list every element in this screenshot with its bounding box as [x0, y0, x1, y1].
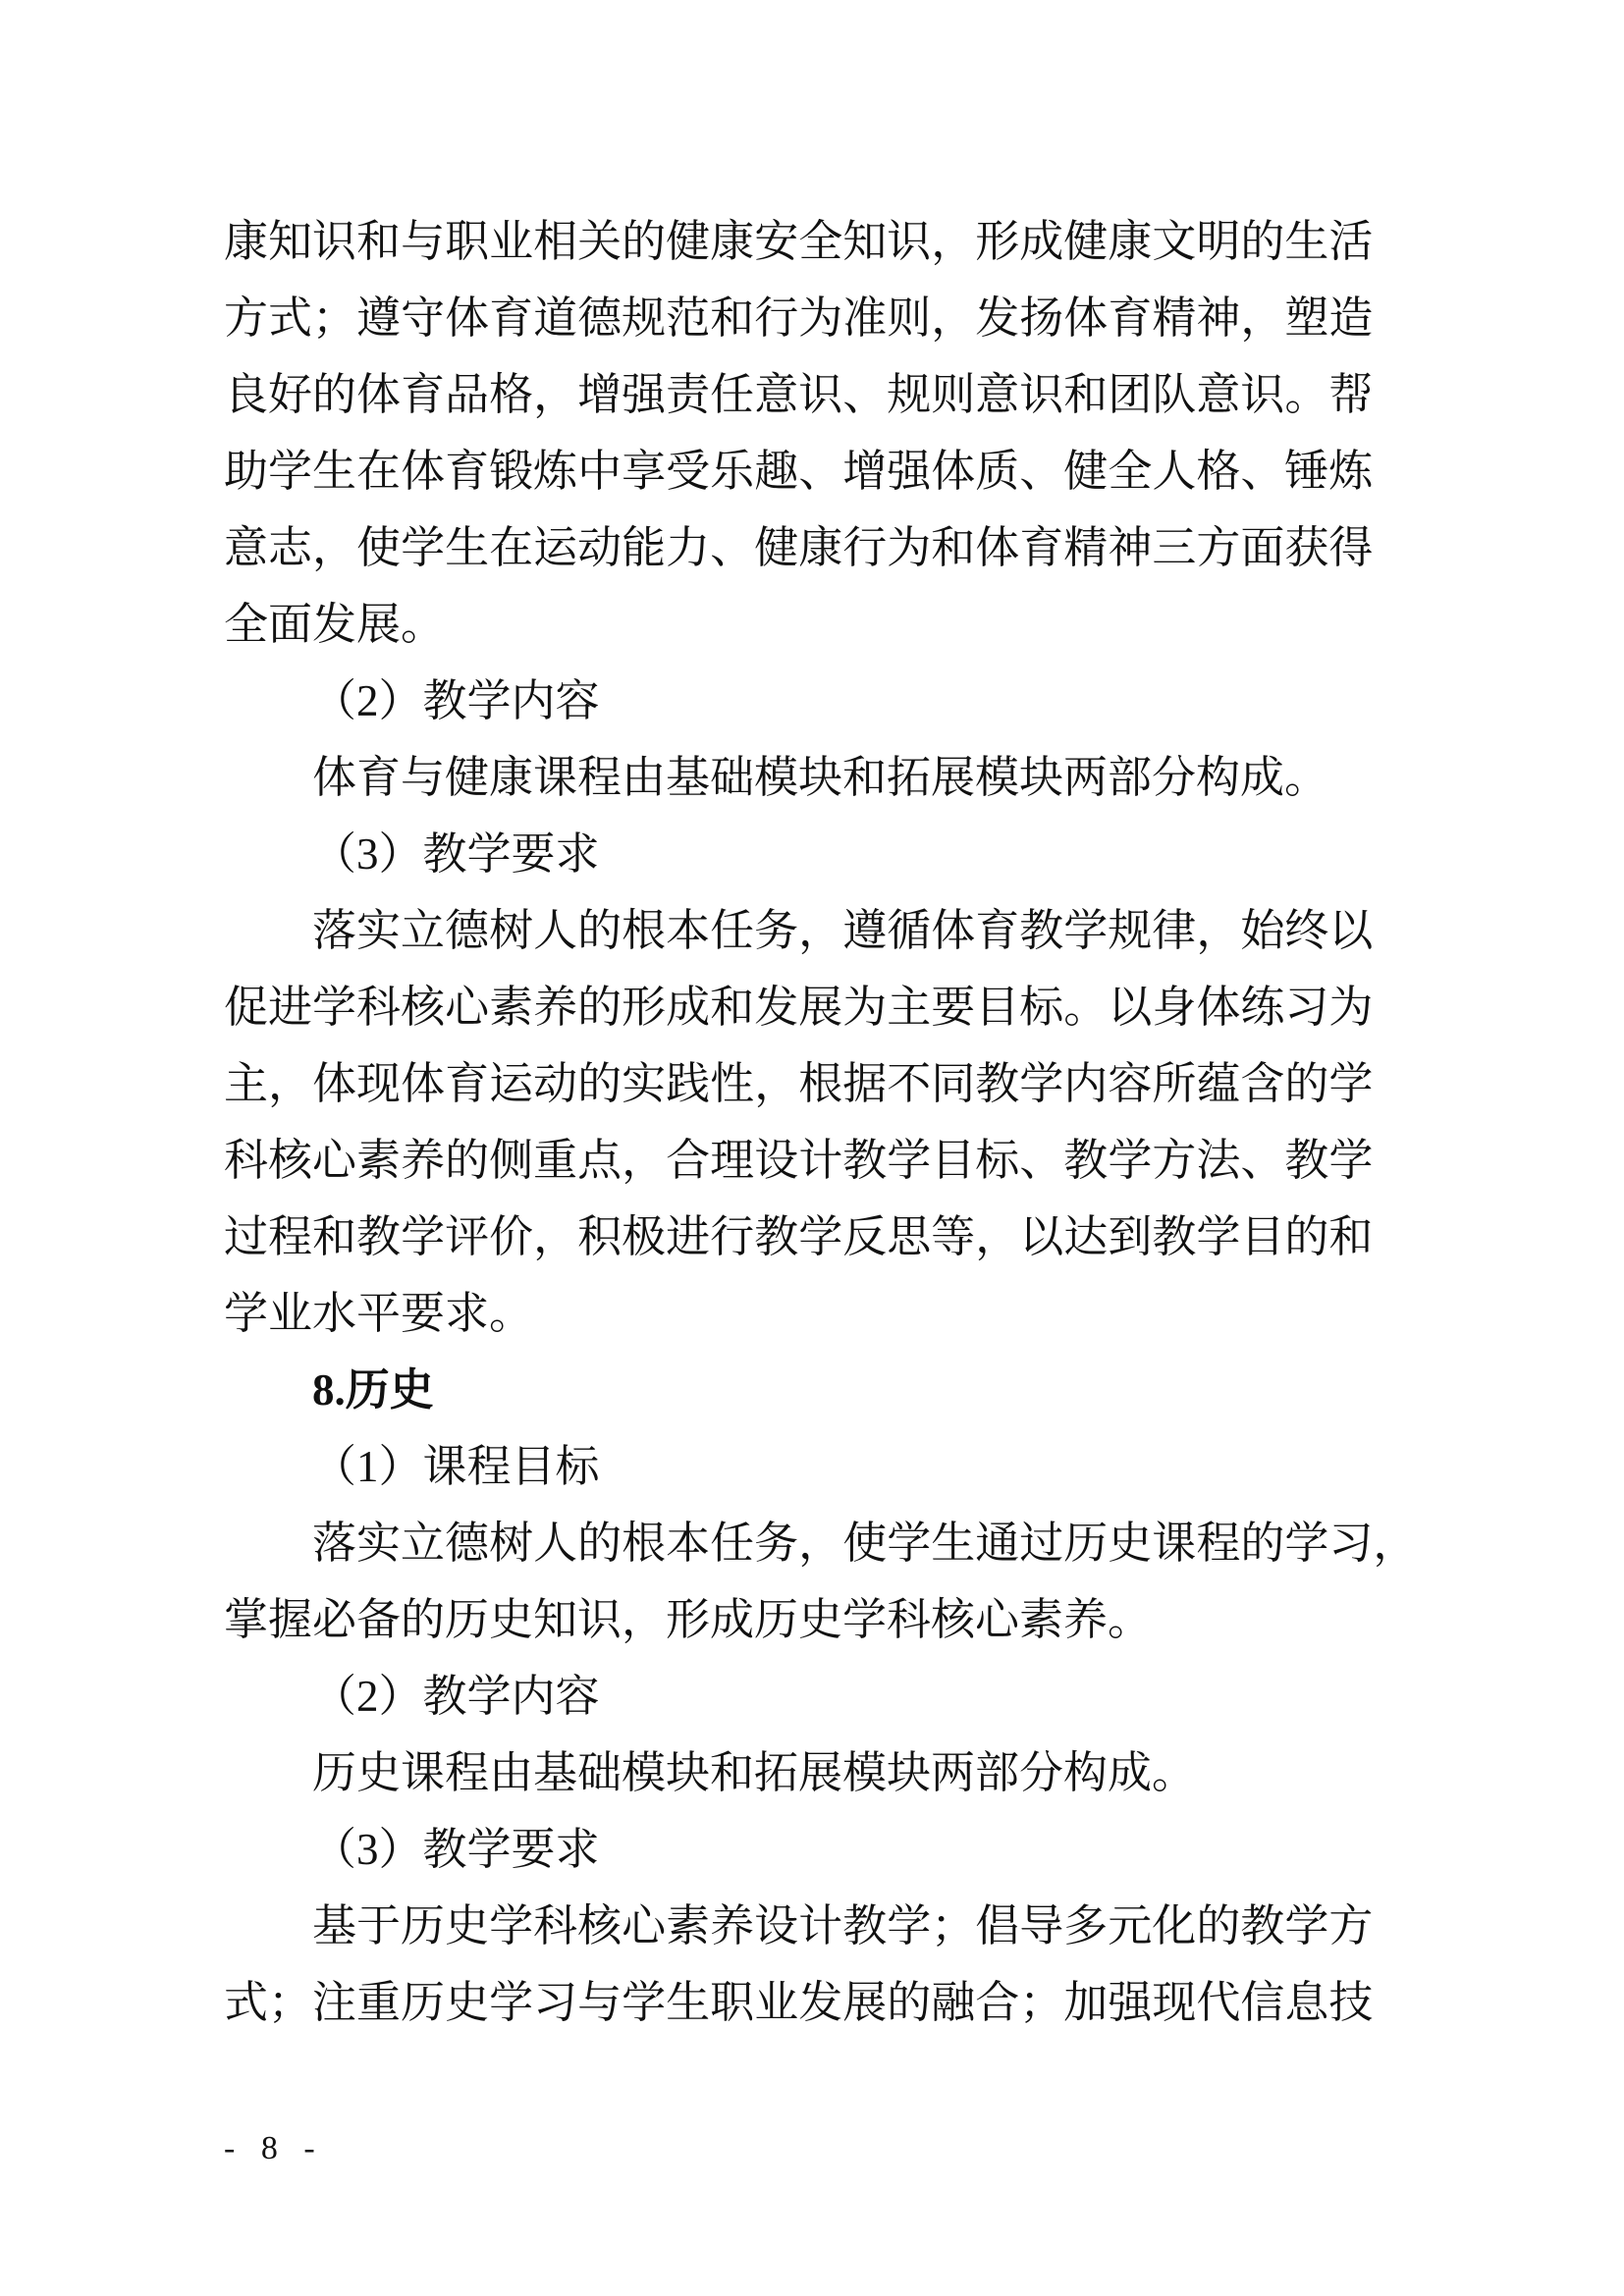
text-line: 8.历史	[312, 1365, 434, 1415]
text-line: 康 知 识 和 与 职 业 相 关 的 健 康 安 全 知 识 ， 形 成 健 康 文 明 的 生 活	[224, 217, 1374, 266]
text-line: 意 志 ， 使 学 生 在 运 动 能 力 、 健 康 行 为 和 体 育 精 神 三 方 面 获 得	[224, 523, 1374, 572]
text-line: 落 实 立 德 树 人 的 根 本 任 务 ， 使 学 生 通 过 历 史 课 程 的 学 习 ，	[312, 1519, 1418, 1568]
text-line: 科 核 心 素 养 的 侧 重 点 ， 合 理 设 计 教 学 目 标 、 教 学 方 法 、 教 学	[224, 1136, 1374, 1185]
page-number: - 8 -	[224, 2130, 324, 2166]
text-line: 主 ， 体 现 体 育 运 动 的 实 践 性 ， 根 据 不 同 教 学 内 容 所 蕴 含 的 学	[224, 1059, 1374, 1108]
text-block	[224, 203, 1418, 2041]
text-line: 助 学 生 在 体 育 锻 炼 中 享 受 乐 趣 、 增 强 体 质 、 健 全 人 格 、 锤 炼	[224, 447, 1374, 496]
text-line: 良 好 的 体 育 品 格 ， 增 强 责 任 意 识 、 规 则 意 识 和 团 队 意 识 。 帮	[224, 370, 1374, 419]
text-line: （3）教学要求	[312, 1825, 600, 1874]
text-line: （3）教学要求	[312, 829, 600, 879]
text-line: 学业水平要求。	[224, 1289, 534, 1338]
text-line: （1）课程目标	[312, 1442, 600, 1491]
text-line: 体育与健康课程由基础模块和拓展模块两部分构成。	[312, 753, 1329, 802]
text-line: 历史课程由基础模块和拓展模块两部分构成。	[312, 1748, 1197, 1797]
text-line: 过 程 和 教 学 评 价 ， 积 极 进 行 教 学 反 思 等 ， 以 达 到 教 学 目 的 和	[224, 1212, 1374, 1261]
text-line: 落 实 立 德 树 人 的 根 本 任 务 ， 遵 循 体 育 教 学 规 律 ， 始 终 以	[312, 906, 1374, 955]
text-line: 式 ； 注 重 历 史 学 习 与 学 生 职 业 发 展 的 融 合 ； 加 强 现 代 信 息 技	[224, 1978, 1374, 2027]
text-line: 掌握必备的历史知识，形成历史学科核心素养。	[224, 1595, 1153, 1644]
text-line: 促 进 学 科 核 心 素 养 的 形 成 和 发 展 为 主 要 目 标 。 以 身 体 练 习 为	[224, 983, 1374, 1032]
text-line: 全面发展。	[224, 600, 446, 649]
text-line: 方 式 ； 遵 守 体 育 道 德 规 范 和 行 为 准 则 ， 发 扬 体 育 精 神 ， 塑 造	[224, 294, 1374, 343]
text-line: （2）教学内容	[312, 676, 600, 725]
text-line: （2）教学内容	[312, 1672, 600, 1721]
text-line: 基 于 历 史 学 科 核 心 素 养 设 计 教 学 ； 倡 导 多 元 化 的 教 学 方	[312, 1901, 1374, 1950]
